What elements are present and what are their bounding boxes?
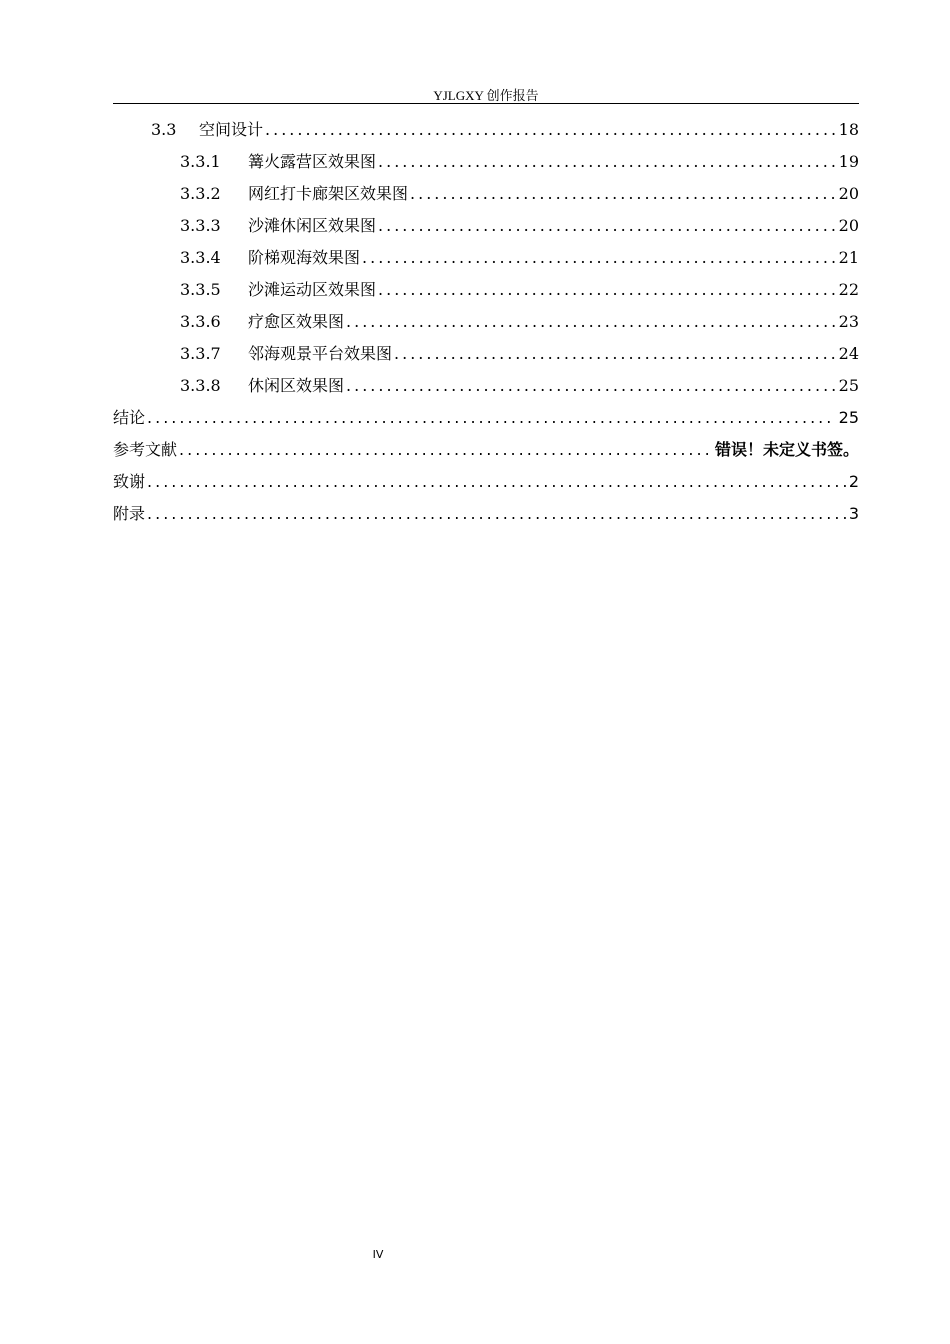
toc-entry-number: 3.3.5 bbox=[180, 280, 221, 299]
toc-entry-appendix[interactable] bbox=[113, 498, 859, 530]
toc-entry-title: 休闲区效果图 bbox=[248, 376, 345, 395]
toc-entry-number: 3.3.2 bbox=[180, 184, 221, 203]
toc-entry-acknowledgements[interactable] bbox=[113, 466, 859, 498]
toc-entry-title: 阶梯观海效果图 bbox=[248, 248, 361, 267]
toc-dot-leader bbox=[179, 434, 712, 466]
toc-entry-page-error: 错误！未定义书签。 bbox=[714, 440, 859, 459]
toc-entry-title: 结论 bbox=[113, 408, 146, 427]
toc-entry-title: 篝火露营区效果图 bbox=[248, 152, 377, 171]
toc-entry-number: 3.3.3 bbox=[180, 216, 221, 235]
toc-entry-title: 参考文献 bbox=[113, 440, 178, 459]
toc-entry-page: 21 bbox=[838, 248, 859, 267]
toc-entry-title: 致谢 bbox=[113, 472, 146, 491]
toc-entry[interactable] bbox=[113, 210, 859, 242]
toc-entry[interactable] bbox=[113, 146, 859, 178]
toc-entry-title: 疗愈区效果图 bbox=[248, 312, 345, 331]
toc-entry[interactable] bbox=[113, 242, 859, 274]
toc-entry-page: 19 bbox=[838, 152, 859, 171]
toc-entry-page: 23 bbox=[838, 312, 859, 331]
toc-dot-leader bbox=[147, 466, 846, 498]
toc-entry-title: 沙滩休闲区效果图 bbox=[248, 216, 377, 235]
toc-entry-number: 3.3.8 bbox=[180, 376, 221, 395]
toc-entry-page: 3 bbox=[848, 504, 859, 523]
toc-entry-title: 网红打卡廊架区效果图 bbox=[248, 184, 409, 203]
toc-dot-leader bbox=[394, 338, 836, 370]
toc-dot-leader bbox=[362, 242, 836, 274]
toc-entry-page: 22 bbox=[838, 280, 859, 299]
table-of-contents bbox=[113, 114, 859, 530]
header-divider bbox=[113, 103, 859, 104]
page-header: YJLGXY 创作报告 bbox=[433, 88, 539, 103]
toc-dot-leader bbox=[346, 306, 836, 338]
toc-entry[interactable] bbox=[113, 178, 859, 210]
toc-entry-number: 3.3.4 bbox=[180, 248, 221, 267]
toc-entry-page: 2 bbox=[848, 472, 859, 491]
toc-entry[interactable] bbox=[113, 274, 859, 306]
toc-entry-number: 3.3 bbox=[151, 120, 177, 139]
toc-entry-page: 24 bbox=[838, 344, 859, 363]
toc-entry-page: 18 bbox=[838, 120, 859, 139]
toc-dot-leader bbox=[378, 146, 836, 178]
toc-entry-page: 25 bbox=[838, 408, 859, 427]
toc-dot-leader bbox=[378, 210, 836, 242]
toc-dot-leader bbox=[147, 402, 836, 434]
toc-entry-title: 沙滩运动区效果图 bbox=[248, 280, 377, 299]
toc-entry-title: 附录 bbox=[113, 504, 146, 523]
toc-dot-leader bbox=[265, 114, 836, 146]
page-number: IV bbox=[372, 1248, 384, 1261]
toc-entry[interactable] bbox=[113, 338, 859, 370]
toc-entry-page: 20 bbox=[838, 184, 859, 203]
toc-entry-title: 空间设计 bbox=[199, 120, 264, 139]
toc-entry[interactable] bbox=[113, 306, 859, 338]
toc-entry[interactable] bbox=[113, 114, 859, 146]
toc-entry-conclusion[interactable] bbox=[113, 402, 859, 434]
toc-dot-leader bbox=[378, 274, 836, 306]
toc-dot-leader bbox=[346, 370, 836, 402]
toc-entry-references[interactable] bbox=[113, 434, 859, 466]
toc-entry-number: 3.3.6 bbox=[180, 312, 221, 331]
toc-entry-page: 20 bbox=[838, 216, 859, 235]
toc-entry-title: 邻海观景平台效果图 bbox=[248, 344, 393, 363]
toc-dot-leader bbox=[410, 178, 836, 210]
toc-entry-number: 3.3.1 bbox=[180, 152, 221, 171]
toc-entry[interactable] bbox=[113, 370, 859, 402]
toc-entry-number: 3.3.7 bbox=[180, 344, 221, 363]
toc-entry-page: 25 bbox=[838, 376, 859, 395]
toc-dot-leader bbox=[147, 498, 846, 530]
